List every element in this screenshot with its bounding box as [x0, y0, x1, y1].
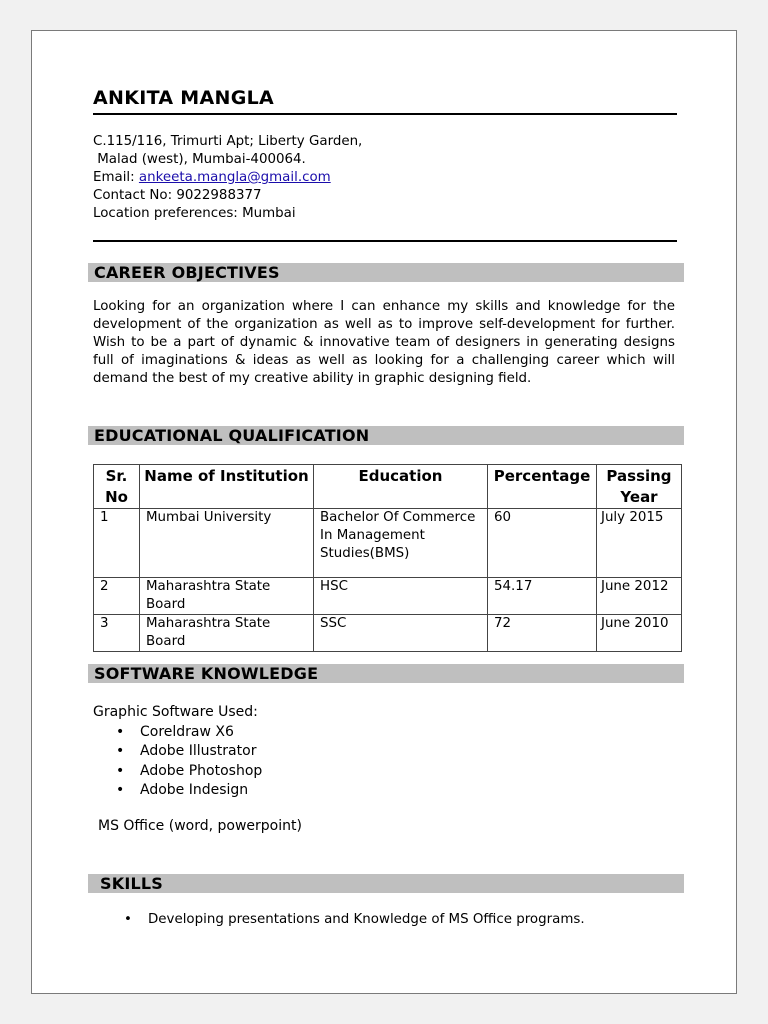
column-header: Education	[314, 465, 488, 509]
column-header: Passing Year	[597, 465, 682, 509]
table-cell: 72	[488, 615, 597, 652]
table-cell: Bachelor Of Commerce In Management Studies(BMS)	[314, 509, 488, 578]
education-heading: EDUCATIONAL QUALIFICATION	[88, 426, 684, 445]
list-item	[93, 781, 262, 801]
table-row	[94, 509, 682, 578]
email-label: Email:	[93, 170, 139, 185]
software-item: Adobe Illustrator	[140, 743, 257, 759]
table-cell: 60	[488, 509, 597, 578]
table-cell: 2	[94, 578, 140, 615]
table-header-row	[94, 465, 682, 509]
contact-rule	[93, 240, 677, 242]
table-cell: June 2012	[597, 578, 682, 615]
software-item: Adobe Photoshop	[140, 762, 263, 779]
table-cell: 54.17	[488, 578, 597, 615]
email-link[interactable]: ankeeta.mangla@gmail.com	[138, 170, 331, 185]
bullet-icon: •	[116, 762, 125, 779]
software-item: Adobe Indesign	[140, 782, 249, 798]
skill-text: Developing presentations and Knowledge of MS Office programs.	[148, 912, 585, 927]
software-intro: Graphic Software Used:	[93, 704, 258, 720]
table-cell: June 2010	[597, 615, 682, 652]
list-item	[93, 742, 262, 762]
table-cell: July 2015	[597, 509, 682, 578]
column-header: Sr. No	[94, 465, 140, 509]
table-row	[94, 578, 682, 615]
table-cell: Mumbai University	[140, 509, 314, 578]
bullet-icon: •	[116, 782, 125, 798]
contact-block	[93, 133, 362, 223]
software-list	[93, 723, 262, 801]
software-item: Coreldraw X6	[140, 723, 234, 740]
address-line-1: C.115/116, Trimurti Apt; Liberty Garden,	[93, 134, 363, 149]
table-cell: HSC	[314, 578, 488, 615]
bullet-icon: •	[116, 723, 125, 740]
address-line-2: Malad (west), Mumbai-400064.	[93, 152, 306, 167]
education-table	[93, 464, 682, 652]
table-cell: 3	[94, 615, 140, 652]
skills-heading: SKILLS	[88, 874, 684, 893]
bullet-icon: •	[116, 743, 125, 759]
column-header: Percentage	[488, 465, 597, 509]
header-rule	[93, 113, 677, 115]
list-item	[93, 762, 262, 782]
table-cell: Maharashtra State Board	[140, 615, 314, 652]
candidate-name: ANKITA MANGLA	[93, 87, 275, 109]
career-objective-text: Looking for an organization where I can enhance my skills and knowledge for the development of the organization as well as to improve self-development for further. Wish to be a part of dynamic & innovative team of designers in generating designs full of imaginations & ideas as well as looking for a challenging career which will demand the best of my creative ability in graphic designing field.	[93, 299, 675, 386]
software-heading: SOFTWARE KNOWLEDGE	[88, 664, 684, 683]
bullet-icon: •	[124, 912, 132, 927]
table-row	[94, 615, 682, 652]
location-preference: Location preferences: Mumbai	[93, 206, 296, 221]
email-line	[93, 169, 362, 187]
career-heading: CAREER OBJECTIVES	[88, 263, 684, 282]
contact-number: Contact No: 9022988377	[93, 188, 262, 203]
table-cell: SSC	[314, 615, 488, 652]
software-section	[93, 703, 262, 801]
table-cell: Maharashtra State Board	[140, 578, 314, 615]
resume-page	[31, 30, 737, 994]
column-header: Name of Institution	[140, 465, 314, 509]
list-item	[93, 723, 262, 743]
ms-office-line: MS Office (word, powerpoint)	[98, 818, 302, 834]
table-cell: 1	[94, 509, 140, 578]
